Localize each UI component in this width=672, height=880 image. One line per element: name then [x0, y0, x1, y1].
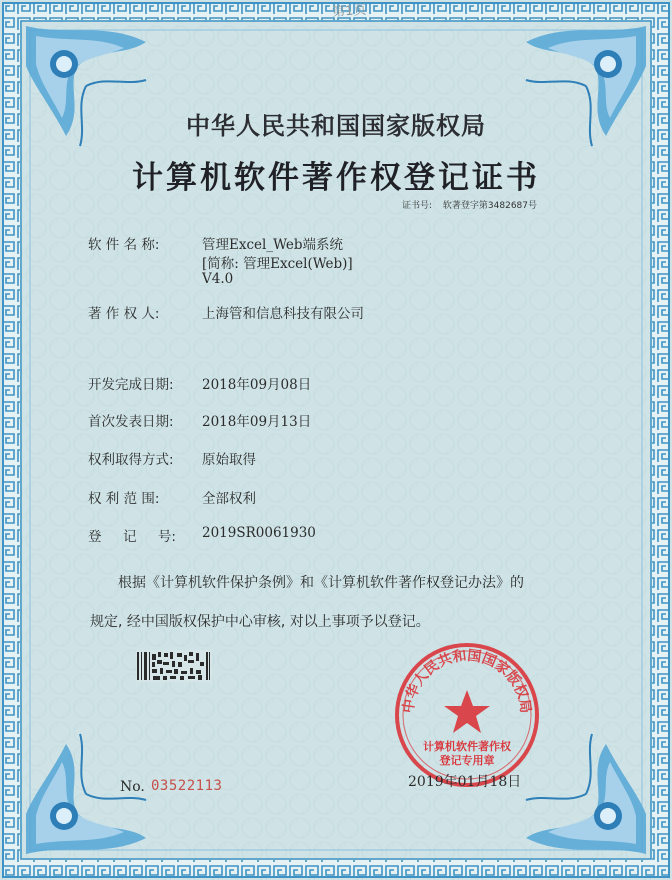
- certificate-number-label: 证书号:: [402, 201, 433, 211]
- copyright-owner-label: 著 作 权 人:: [88, 306, 160, 322]
- acquisition-method-value: 原始取得: [202, 452, 256, 468]
- certificate-number: [402, 198, 537, 211]
- statement-line-2: 规定, 经中国版权保护中心审核, 对以上事项予以登记。: [90, 614, 430, 630]
- copyright-owner-value: 上海管和信息科技有限公司: [202, 306, 364, 322]
- rights-scope-value: 全部权利: [202, 491, 256, 507]
- serial-number-label: No.: [120, 779, 145, 795]
- registration-number-label: 登 记 号:: [88, 529, 176, 545]
- certificate-number-value: 软著登字第3482687号: [442, 201, 538, 211]
- acquisition-method-label: 权利取得方式:: [88, 452, 174, 468]
- certificate-title: 计算机软件著作权登记证书: [132, 160, 540, 196]
- software-name-label: 软 件 名 称:: [88, 237, 160, 253]
- official-seal: [392, 640, 542, 790]
- issue-date: 2019年01月18日: [408, 774, 522, 790]
- serial-number-value: 03522113: [151, 778, 223, 794]
- seal-inner-line-2: 登记专用章: [439, 754, 495, 767]
- seal-inner-line-1: 计算机软件著作权: [423, 740, 511, 753]
- software-name-line-2: [简称: 管理Excel(Web)]: [202, 256, 353, 272]
- handwritten-note: 第1页: [331, 2, 367, 21]
- first-publication-date-value: 2018年09月13日: [202, 414, 312, 430]
- software-name-line-1: 管理Excel_Web端系统: [202, 237, 343, 253]
- rights-scope-label: 权 利 范 围:: [88, 491, 160, 507]
- issuer-name: 中华人民共和国国家版权局: [186, 112, 486, 140]
- completion-date-value: 2018年09月08日: [202, 377, 312, 393]
- seal-outer-text: 中华人民共和国国家版权局: [400, 647, 534, 715]
- software-name-line-3: V4.0: [202, 271, 234, 287]
- registration-number-value: 2019SR0061930: [202, 525, 316, 541]
- statement-line-1: 根据《计算机软件保护条例》和《计算机软件著作权登记办法》的: [118, 575, 524, 591]
- completion-date-label: 开发完成日期:: [88, 377, 174, 393]
- barcode-image: [136, 650, 212, 682]
- first-publication-date-label: 首次发表日期:: [88, 414, 174, 430]
